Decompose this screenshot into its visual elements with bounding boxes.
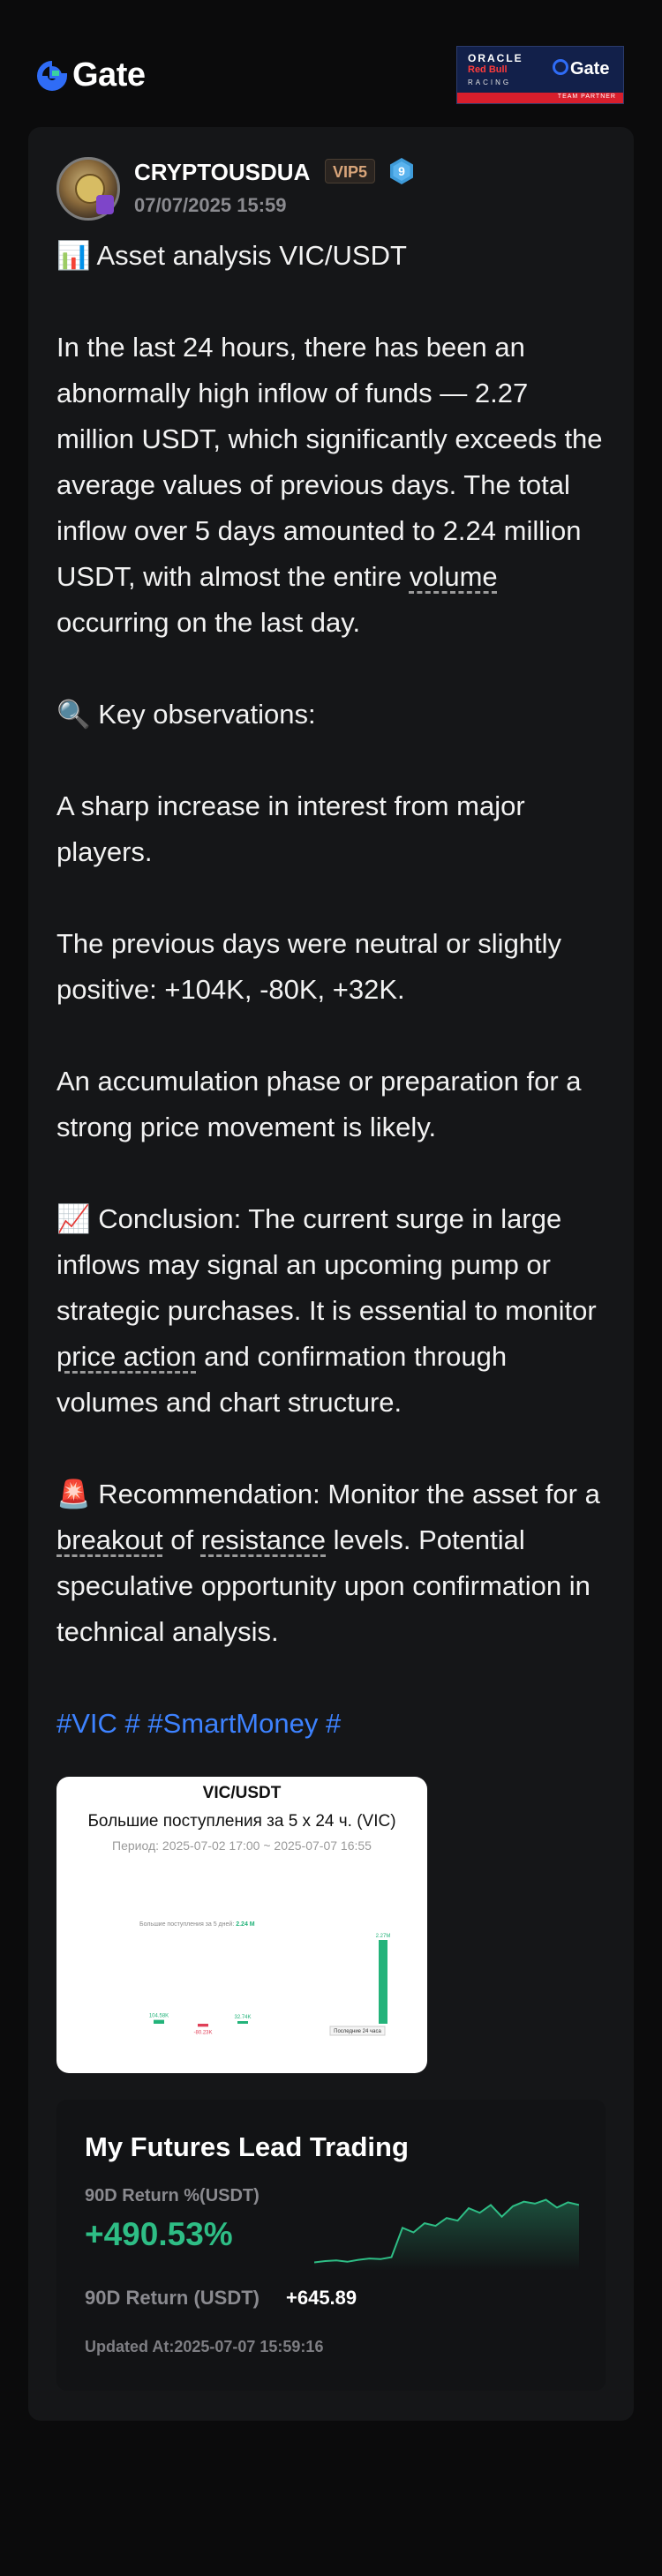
partner-gate-label: Gate (570, 59, 610, 79)
post-text: occurring on the last day. (56, 607, 361, 638)
level-badge-icon (388, 157, 415, 185)
return-sparkline (314, 2191, 579, 2271)
updated-at: Updated At:2025-07-07 15:59:16 (85, 2338, 324, 2355)
post-text: levels. Potential speculative opportunity upon confirmation in technical analysis. (56, 1524, 591, 1647)
return-pct-label: 90D Return %(USDT) (85, 2186, 260, 2205)
preview-subtitle: Большие поступления за 5 x 24 ч. (VIC) (87, 1812, 396, 1831)
conclusion-paragraph (56, 1196, 613, 1426)
return-usdt-label: 90D Return (USDT) (85, 2287, 260, 2309)
post-heading: 📊 Asset analysis VIC/USDT (56, 240, 407, 271)
term-link-resistance[interactable]: resistance (200, 1524, 327, 1555)
observation-1: A sharp increase in interest from major players. (56, 790, 525, 867)
term-link-breakout[interactable]: breakout (56, 1524, 163, 1555)
observations-heading: 🔍 Key observations: (56, 699, 316, 730)
inflow-bar-label: 32.74K (234, 2015, 252, 2020)
post-text: of (162, 1524, 201, 1555)
gate-ring-icon (553, 59, 568, 75)
gate-logo-icon (37, 61, 67, 91)
partner-oracle-text: ORACLE (468, 52, 523, 64)
avatar[interactable] (56, 157, 120, 221)
inflow-bar (198, 2024, 208, 2026)
inflow-bar (379, 1940, 387, 2024)
partner-band-text: TEAM PARTNER (557, 94, 616, 100)
recommendation-paragraph (56, 1471, 613, 1655)
hashtags[interactable]: #VIC # #SmartMoney # (56, 1708, 342, 1739)
author-name[interactable]: CRYPTOUSDUA (134, 159, 311, 185)
gate-logo-text: Gate (72, 56, 146, 94)
lead-trading-title: My Futures Lead Trading (85, 2131, 409, 2162)
last-24h-label: Последние 24 часа (334, 2029, 381, 2034)
avatar-figure-icon (96, 195, 114, 214)
preview-title: VIC/USDT (202, 1784, 282, 1802)
post-text: In the last 24 hours, there has been an abnormally high inflow of funds — 2.27 million USDT, which significantly exceeds the average values of previous days. The total inflow over 5 days amounted to 2.24 million USDT, with almost the entire (56, 332, 603, 592)
preview-period: Период: 2025-07-02 17:00 ~ 2025-07-07 16:55 (112, 1838, 372, 1853)
observation-3: An accumulation phase or preparation for a strong price movement is likely. (56, 1066, 582, 1142)
observation-2: The previous days were neutral or slightly positive: +104K, -80K, +32K. (56, 928, 562, 1005)
vip-badge: VIP5 (325, 159, 375, 183)
chart-image-preview[interactable] (56, 1777, 427, 2073)
post-text: 📈 Conclusion: The current surge in large inflows may signal an upcoming pump or strategic purchases. It is essential to monitor (56, 1203, 597, 1326)
top-bar (0, 0, 662, 124)
gate-logo[interactable] (37, 56, 145, 94)
preview-caption-text: Большие поступления за 5 дней: (139, 1921, 235, 1928)
return-usdt-value: +645.89 (286, 2287, 357, 2309)
post-body (56, 233, 613, 1747)
inflow-bars-svg (145, 1927, 410, 2059)
post-date: 07/07/2025 15:59 (134, 194, 287, 216)
post-text: 🚨 Recommendation: Monitor the asset for a (56, 1479, 600, 1509)
partner-redbull-text: Red Bull (468, 64, 508, 75)
partner-gate-text (553, 59, 609, 79)
inflow-bar-label: -80.23K (193, 2030, 213, 2036)
post-text: and confirmation through volumes and chart structure. (56, 1341, 508, 1418)
futures-lead-trading-card[interactable] (56, 2100, 606, 2391)
partner-band (457, 93, 623, 103)
oracle-redbull-partner-banner (456, 46, 624, 104)
inflow-bar (237, 2021, 248, 2024)
partner-racing-text: RACING (468, 79, 512, 86)
preview-caption-value: 2.24 M (236, 1921, 255, 1928)
post-paragraph-1 (56, 325, 613, 646)
inflow-bar-label: 2.27M (375, 1934, 391, 1939)
inflow-bar-label: 104.58K (148, 2013, 169, 2019)
level-number: 9 (398, 164, 405, 178)
inflow-bar (154, 2020, 164, 2024)
term-link-volume[interactable]: volume (409, 561, 498, 592)
post-card (28, 127, 634, 2421)
inflow-bar-chart (145, 1927, 410, 2059)
term-link-price-action[interactable]: price action (56, 1341, 197, 1372)
return-pct-value: +490.53% (85, 2216, 233, 2252)
